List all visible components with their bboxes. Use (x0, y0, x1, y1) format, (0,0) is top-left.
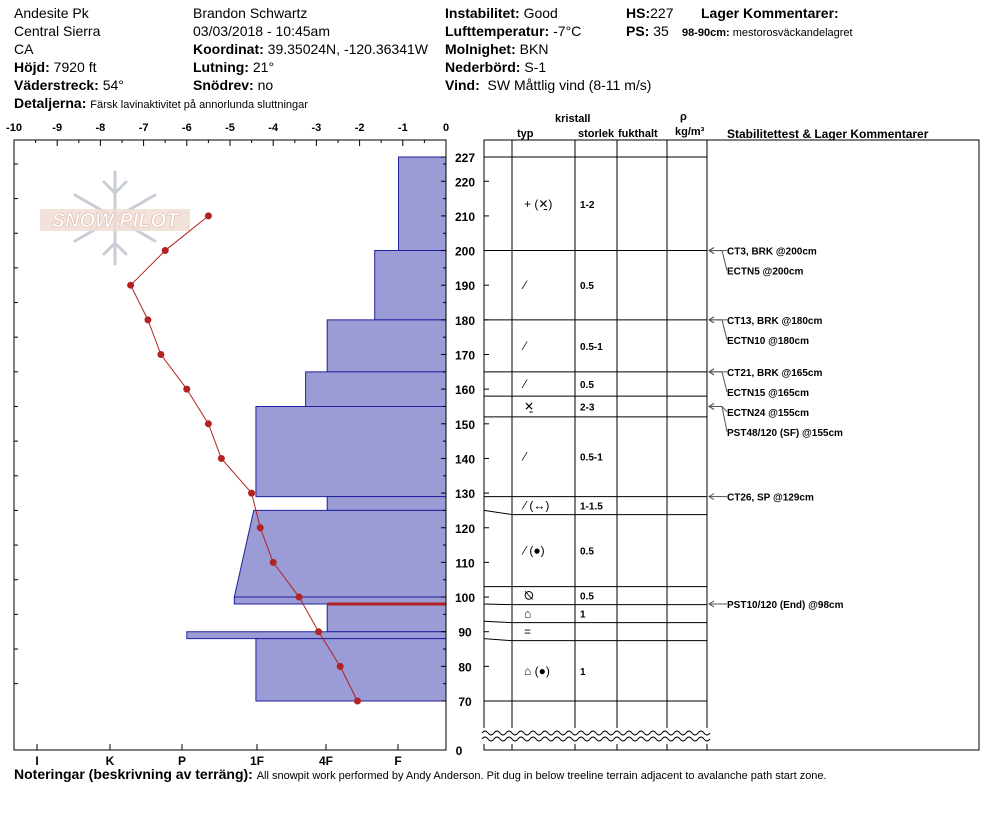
wind-loading-value: no (257, 77, 274, 93)
col-size: storlek (578, 128, 615, 140)
height-tick-label: 120 (454, 521, 476, 536)
slope-value: 21° (252, 59, 275, 75)
grain-connector (484, 510, 512, 514)
temp-tick-label: -8 (95, 122, 106, 134)
test-label: CT21, BRK @165cm (727, 367, 823, 379)
grain-table-frame (484, 140, 979, 750)
grain-size: 2-3 (580, 402, 595, 414)
hardness-label: F (394, 754, 402, 768)
details-value: Färsk lavinaktivitet på annorlunda sluttningar (90, 99, 308, 111)
grain-size: 0.5 (580, 379, 594, 391)
height-tick-label: 100 (454, 591, 476, 606)
temperature-point (205, 420, 212, 427)
test-label: ECTN15 @165cm (727, 387, 810, 399)
temperature-point (248, 490, 255, 497)
wind-value: SW Måttlig vind (8-11 m/s) (487, 77, 652, 93)
aspect-label: Väderstreck: (14, 77, 99, 93)
grain-size: 1 (580, 666, 586, 678)
temperature-point (157, 351, 164, 358)
temperature-point (183, 386, 190, 393)
notes-label: Noteringar (beskrivning av terräng): (14, 766, 253, 782)
temp-tick-label: -9 (52, 122, 63, 134)
datetime: 03/03/2018 - 10:45am (193, 23, 330, 39)
hardness-label: 1F (249, 754, 265, 768)
temperature-point (354, 698, 361, 705)
layer-comments-title: Lager Kommentarer: (701, 5, 839, 21)
grain-type: ⌂ (●) (524, 663, 550, 678)
grain-type: + (✕̱) (524, 196, 553, 211)
elevation-value: 7920 ft (53, 59, 97, 75)
stability-value: Good (523, 5, 558, 21)
temperature-point (127, 282, 134, 289)
hs-label: HS: (626, 5, 651, 21)
temperature-point (315, 628, 322, 635)
sky-label: Molnighet: (445, 41, 516, 57)
col-density-unit: kg/m³ (675, 126, 705, 138)
temperature-point (337, 663, 344, 670)
hardness-label: 4F (318, 754, 334, 768)
grain-type: ⁄ (↔) (524, 498, 550, 513)
state: CA (14, 41, 34, 57)
col-density-symbol: ρ (680, 111, 687, 123)
col-crystal: kristall (555, 113, 591, 125)
hardness-label: K (105, 754, 115, 768)
grain-type: = (524, 624, 532, 639)
slope-label: Lutning: (193, 59, 249, 75)
col-tests: Stabilitettest & Lager Kommentarer (727, 127, 929, 141)
temperature-point (270, 559, 277, 566)
hardness-layer (327, 497, 446, 511)
location: Andesite Pk (14, 5, 89, 21)
temperature-point (205, 212, 212, 219)
hardness-label: P (177, 754, 187, 768)
grain-size: 0.5-1 (580, 452, 603, 464)
air-temp-label: Lufttemperatur: (445, 23, 550, 39)
height-tick-label: 210 (454, 209, 476, 224)
height-tick-label: 140 (454, 452, 476, 467)
test-label: CT13, BRK @180cm (727, 315, 823, 327)
test-label: ECTN24 @155cm (727, 407, 810, 419)
hs-value: 227 (650, 5, 674, 21)
layer-comment-text: mestorosväckandelagret (732, 27, 853, 39)
ps-label: PS: (626, 23, 650, 39)
height-tick-label: 90 (458, 625, 472, 640)
temp-tick-label: 0 (442, 122, 450, 134)
temperature-point (257, 524, 264, 531)
hardness-layer (327, 604, 446, 632)
height-tick-label: 190 (454, 279, 476, 294)
precip-value: S-1 (524, 59, 547, 75)
col-type: typ (517, 128, 534, 140)
height-tick-label: 130 (454, 487, 476, 502)
hardness-layer (256, 406, 446, 496)
grain-type: ✕̱ (524, 399, 535, 414)
coord-label: Koordinat: (193, 41, 264, 57)
grain-connector (484, 604, 512, 605)
height-tick-label: 150 (454, 417, 476, 432)
height-tick-label: 200 (454, 244, 476, 259)
grain-connector (484, 621, 512, 622)
layer-comment-range: 98-90cm: (682, 27, 730, 39)
temperature-point (218, 455, 225, 462)
ps-value: 35 (653, 23, 669, 39)
test-label: CT26, SP @129cm (727, 492, 814, 504)
stability-label: Instabilitet: (445, 5, 520, 21)
grain-connector (484, 639, 512, 641)
grain-size: 0.5 (580, 591, 594, 603)
test-label: ECTN5 @200cm (727, 266, 804, 278)
elevation-label: Höjd: (14, 59, 50, 75)
axis-break-mask (482, 728, 709, 744)
observer: Brandon Schwartz (193, 5, 308, 21)
grain-size: 0.5 (580, 546, 594, 558)
hardness-layer (306, 372, 446, 407)
grain-type: ⁄ (524, 376, 527, 391)
precip-label: Nederbörd: (445, 59, 521, 75)
temp-tick-label: -4 (268, 122, 279, 134)
grain-size: 1-2 (580, 199, 595, 211)
temperature-point (144, 316, 151, 323)
hardness-layer (398, 157, 446, 251)
temp-tick-label: -2 (354, 122, 365, 134)
coord-value: 39.35024N, -120.36341W (267, 41, 428, 57)
height-zero-label: 0 (455, 744, 463, 758)
height-tick-label: 227 (454, 151, 476, 165)
temp-tick-label: -10 (6, 122, 22, 134)
hardness-label: I (35, 754, 39, 768)
wind-label: Vind: (445, 77, 480, 93)
test-label: PST48/120 (SF) @155cm (727, 427, 843, 439)
temperature-point (296, 594, 303, 601)
grain-type: ⦰ (524, 588, 534, 603)
grain-size: 0.5-1 (580, 341, 603, 353)
height-tick-label: 110 (455, 556, 475, 571)
region: Central Sierra (14, 23, 101, 39)
hardness-layer (256, 639, 446, 701)
height-tick-label: 160 (454, 383, 476, 398)
height-tick-label: 220 (454, 175, 476, 190)
height-tick-label: 180 (454, 313, 476, 328)
hardness-layer (375, 251, 446, 320)
temperature-point (162, 247, 169, 254)
hardness-layer (234, 510, 446, 597)
height-tick-label: 70 (458, 695, 472, 709)
grain-type: ⌂ (524, 606, 532, 621)
details-label: Detaljerna: (14, 95, 87, 111)
height-tick-label: 80 (458, 660, 472, 675)
notes-value: All snowpit work performed by Andy Anderson. Pit dug in below treeline terrain adjacent to avalanche path start zone. (256, 770, 827, 782)
temp-tick-label: -7 (138, 122, 149, 134)
temp-tick-label: -5 (225, 122, 235, 134)
logo-text: SNOW PILOT (51, 210, 179, 232)
temp-tick-label: -3 (311, 122, 322, 134)
test-label: ECTN10 @180cm (727, 335, 810, 347)
air-temp-value: -7°C (553, 23, 582, 39)
grain-type: ⁄ (524, 278, 527, 293)
grain-type: ⁄ (524, 449, 527, 464)
aspect-value: 54° (102, 77, 124, 93)
height-tick-label: 170 (454, 348, 476, 363)
test-label: PST10/120 (End) @98cm (727, 599, 844, 611)
wind-loading-label: Snödrev: (193, 77, 254, 93)
temp-tick-label: -1 (397, 122, 408, 134)
temp-tick-label: -6 (181, 122, 192, 134)
grain-size: 1-1.5 (580, 501, 603, 513)
test-label: CT3, BRK @200cm (727, 246, 817, 258)
grain-size: 1 (580, 609, 586, 621)
grain-type: ⁄ (524, 338, 527, 353)
hardness-layer (327, 320, 446, 372)
sky-value: BKN (519, 41, 549, 57)
col-moisture: fukthalt (618, 128, 658, 140)
grain-size: 0.5 (580, 281, 594, 293)
grain-type: ⁄ (●) (524, 543, 545, 558)
